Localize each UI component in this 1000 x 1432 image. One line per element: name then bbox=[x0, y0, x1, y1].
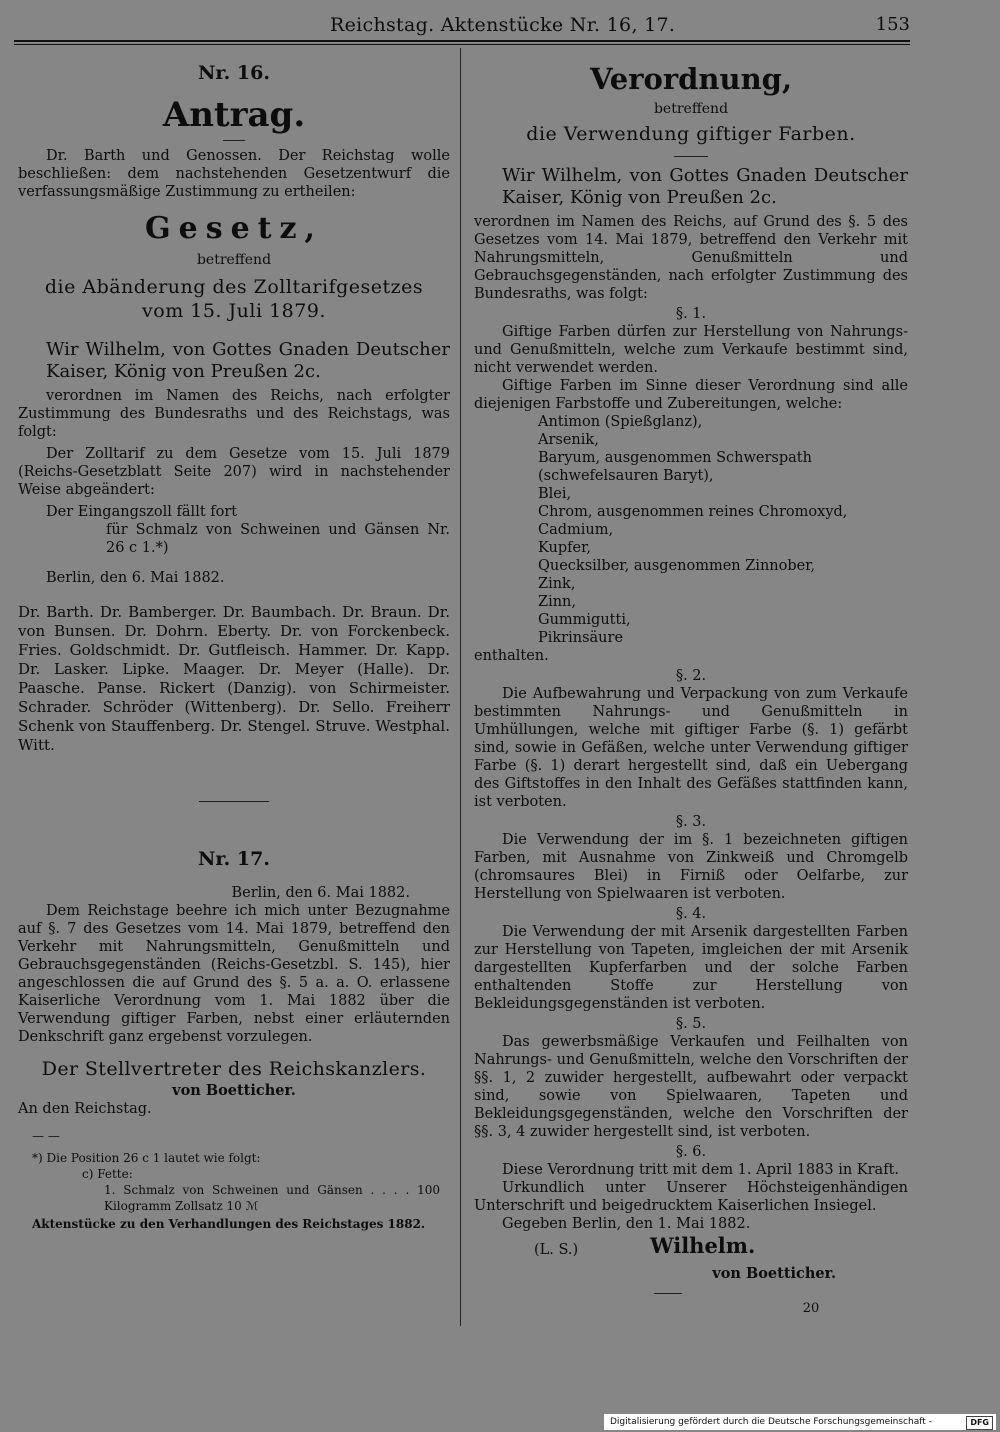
divider bbox=[223, 140, 245, 141]
dfg-logo: DFG bbox=[966, 1416, 993, 1430]
boetticher-left: von Boetticher. bbox=[172, 1082, 296, 1099]
section-4: §. 4. bbox=[675, 906, 707, 922]
section-5: §. 5. bbox=[675, 1016, 707, 1032]
section-2-p: Die Aufbewahrung und Verpackung von zum Verkaufe bestimmten Nahrungs- und Genußmitteln in Umhüllungen, welche mit giftiger Farbe (§. 1) gefärbt sind, sowie in Gefäßen, welche unter Verwendung giftiger Farbe (§. 1) derart hergestellt sind, daß ein Uebergang des Giftstoffes in den Inhalt des Gefäßes stattfinden kann, ist verboten. bbox=[474, 686, 908, 810]
signature-block bbox=[474, 1235, 908, 1265]
gesetz-title-line2: vom 15. Juli 1879. bbox=[142, 300, 326, 322]
verordnung-heading: Verordnung, bbox=[589, 62, 793, 96]
left-column bbox=[18, 54, 450, 1232]
divider-end bbox=[654, 1293, 682, 1294]
section-1-p1: Giftige Farben dürfen zur Herstellung von Nahrungs- und Genußmitteln, welche zum Verkaufe bestimmt sind, nicht verwendet werden. bbox=[474, 324, 908, 376]
section-6: §. 6. bbox=[675, 1144, 707, 1160]
substance-list bbox=[474, 413, 908, 647]
footnote-3: 1. Schmalz von Schweinen und Gänsen . . . . 100 Kilogramm Zollsatz 10 ℳ bbox=[104, 1183, 440, 1213]
verordnen-text: verordnen im Namen des Reichs, nach erfolgter Zustimmung des Bundesraths und des Reichstags, was folgt: bbox=[18, 388, 450, 440]
betreffend-label-right: betreffend bbox=[653, 101, 729, 117]
footnote-dashes: — — bbox=[32, 1129, 60, 1143]
digitization-credit bbox=[604, 1414, 996, 1430]
header-rule bbox=[14, 40, 910, 42]
urkundlich: Urkundlich unter Unserer Höchsteigenhändigen Unterschrift und beigedrucktem Kaiserlichen Insiegel. bbox=[474, 1180, 908, 1214]
boetticher-right: von Boetticher. bbox=[712, 1265, 836, 1282]
schmalz-text: für Schmalz von Schweinen und Gänsen Nr. 26 c 1.*) bbox=[106, 522, 450, 556]
aktenstuecke-note: Aktenstücke zu den Verhandlungen des Reichstages 1882. bbox=[32, 1217, 426, 1231]
wir-wilhelm-right: Wir Wilhelm, von Gottes Gnaden Deutscher Kaiser, König von Preußen 2c. bbox=[502, 165, 908, 208]
header-rule-thin bbox=[14, 44, 910, 45]
section-1: §. 1. bbox=[675, 306, 707, 322]
footnote-2: c) Fette: bbox=[82, 1167, 133, 1181]
nr17-date: Berlin, den 6. Mai 1882. bbox=[231, 885, 410, 901]
antrag-heading: Antrag. bbox=[162, 95, 306, 135]
substance-item: Baryum, ausgenommen Schwerspath (schwefelsauren Baryt), bbox=[538, 450, 812, 484]
substance-item: Arsenik, bbox=[538, 432, 599, 448]
substance-item: Antimon (Spießglanz), bbox=[538, 414, 703, 430]
verordnung-title: die Verwendung giftiger Farben. bbox=[526, 123, 856, 145]
gesetz-title-line1: die Abänderung des Zolltarifgesetzes bbox=[44, 276, 424, 298]
substance-item: Blei, bbox=[538, 486, 572, 502]
section-5-p: Das gewerbsmäßige Verkaufen und Feilhalten von Nahrungs- und Genußmitteln, welche den Vorschriften der §§. 1, 2 zuwider hergestellt, aufbewahrt oder verpackt sind, sowie von Spielwaaren, Tapeten und Bekleidungsgegenständen, welche den Vorschriften der §§. 3, 4 zuwider hergestellt sind, ist verboten. bbox=[474, 1034, 908, 1140]
verordnen-right: verordnen im Namen des Reichs, auf Grund des §. 5 des Gesetzes vom 14. Mai 1879, betreffend den Verkehr mit Nahrungsmitteln, Genußmitteln und Gebrauchsgegenständen, nach erfolgter Zustimmung des Bundesraths, was folgt: bbox=[474, 214, 908, 302]
nr17-heading: Nr. 17. bbox=[198, 848, 270, 870]
substance-item: Quecksilber, ausgenommen Zinnober, bbox=[538, 558, 816, 574]
eingangszoll-text: Der Eingangszoll fällt fort bbox=[46, 504, 238, 520]
locus-sigilli: (L. S.) bbox=[534, 1242, 579, 1258]
signatories: Dr. Barth. Dr. Bamberger. Dr. Baumbach. Dr. Braun. Dr. von Bunsen. Dr. Dohrn. Eberty. Dr. von Forckenbeck. Fries. Goldschmidt. Dr. Gutfleisch. Hammer. Dr. Kapp. Dr. Lasker. Lipke. Maager. Dr. Meyer (Halle). Dr. Paasche. Panse. Rickert (Danzig). von Schirmeister. Schrader. Schröder (Wittenberg). Dr. Sello. Freiherr Schenk von Stauffenberg. Dr. Stengel. Struve. Westphal. Witt. bbox=[18, 603, 450, 754]
wilhelm-signature: Wilhelm. bbox=[650, 1233, 756, 1258]
an-reichstag: An den Reichstag. bbox=[18, 1101, 152, 1117]
substance-item: Gummigutti, bbox=[538, 612, 631, 628]
stellvertreter: Der Stellvertreter des Reichskanzlers. bbox=[41, 1058, 427, 1080]
zolltarif-text: Der Zolltarif zu dem Gesetze vom 15. Juli 1879 (Reichs-Gesetzblatt Seite 207) wird in nachstehender Weise abgeändert: bbox=[18, 446, 450, 498]
substance-item: Kupfer, bbox=[538, 540, 592, 556]
wir-wilhelm: Wir Wilhelm, von Gottes Gnaden Deutscher Kaiser, König von Preußen 2c. bbox=[46, 339, 450, 382]
page-number: 153 bbox=[875, 14, 910, 35]
gegeben-date: Gegeben Berlin, den 1. Mai 1882. bbox=[502, 1216, 751, 1232]
section-separator bbox=[199, 801, 269, 802]
running-title: Reichstag. Aktenstücke Nr. 16, 17. bbox=[330, 14, 676, 36]
right-column bbox=[474, 54, 908, 1318]
sheet-number: 20 bbox=[802, 1301, 820, 1316]
substance-item: Pikrinsäure bbox=[538, 630, 624, 646]
substance-item: Chrom, ausgenommen reines Chromoxyd, bbox=[538, 504, 848, 520]
betreffend-label: betreffend bbox=[196, 252, 272, 268]
nr16-heading: Nr. 16. bbox=[198, 62, 270, 84]
substance-item: Cadmium, bbox=[538, 522, 614, 538]
section-2: §. 2. bbox=[675, 668, 707, 684]
section-1-p2: Giftige Farben im Sinne dieser Verordnung sind alle diejenigen Farbstoffe und Zubereitungen, welche: bbox=[474, 378, 908, 412]
section-6-p: Diese Verordnung tritt mit dem 1. April 1883 in Kraft. bbox=[502, 1162, 900, 1178]
section-4-p: Die Verwendung der mit Arsenik dargestellten Farben zur Herstellung von Tapeten, imgleichen der mit Arsenik dargestellten Kupferfarben und der solche Farben enthaltenden Stoffe zur Herstellung von Bekleidungsgegenständen ist verboten. bbox=[474, 924, 908, 1012]
divider-right bbox=[674, 156, 708, 157]
footnote-1: *) Die Position 26 c 1 lautet wie folgt: bbox=[32, 1151, 261, 1165]
gesetz-heading: Gesetz, bbox=[144, 211, 324, 246]
section-3-p: Die Verwendung der im §. 1 bezeichneten giftigen Farben, mit Ausnahme von Zinkweiß und Chromgelb (chromsaures Blei) in Firniß oder Oelfarbe, zur Herstellung von Spielwaaren ist verboten. bbox=[474, 832, 908, 902]
column-divider bbox=[460, 48, 461, 1326]
page-header bbox=[14, 12, 910, 40]
antrag-intro: Dr. Barth und Genossen. Der Reichstag wolle beschließen: dem nachstehenden Gesetzentwurf die verfassungsmäßige Zustimmung zu ertheilen: bbox=[18, 148, 450, 200]
credit-text: Digitalisierung gefördert durch die Deutsche Forschungsgemeinschaft - bbox=[610, 1417, 932, 1427]
enthalten: enthalten. bbox=[474, 648, 549, 664]
substance-item: Zink, bbox=[538, 576, 576, 592]
section-3: §. 3. bbox=[675, 814, 707, 830]
berlin-date: Berlin, den 6. Mai 1882. bbox=[46, 570, 225, 586]
substance-item: Zinn, bbox=[538, 594, 576, 610]
nr17-text: Dem Reichstage beehre ich mich unter Bezugnahme auf §. 7 des Gesetzes vom 14. Mai 1879, betreffend den Verkehr mit Nahrungsmitteln, Genußmitteln und Gebrauchsgegenständen (Reichs-Gesetzbl. S. 145), hier angeschlossen die auf Grund des §. 5 a. a. O. erlassene Kaiserliche Verordnung vom 1. Mai 1882 über die Verwendung giftiger Farben, nebst einer erläuternden Denkschrift ganz ergebenst vorzulegen. bbox=[18, 903, 450, 1045]
